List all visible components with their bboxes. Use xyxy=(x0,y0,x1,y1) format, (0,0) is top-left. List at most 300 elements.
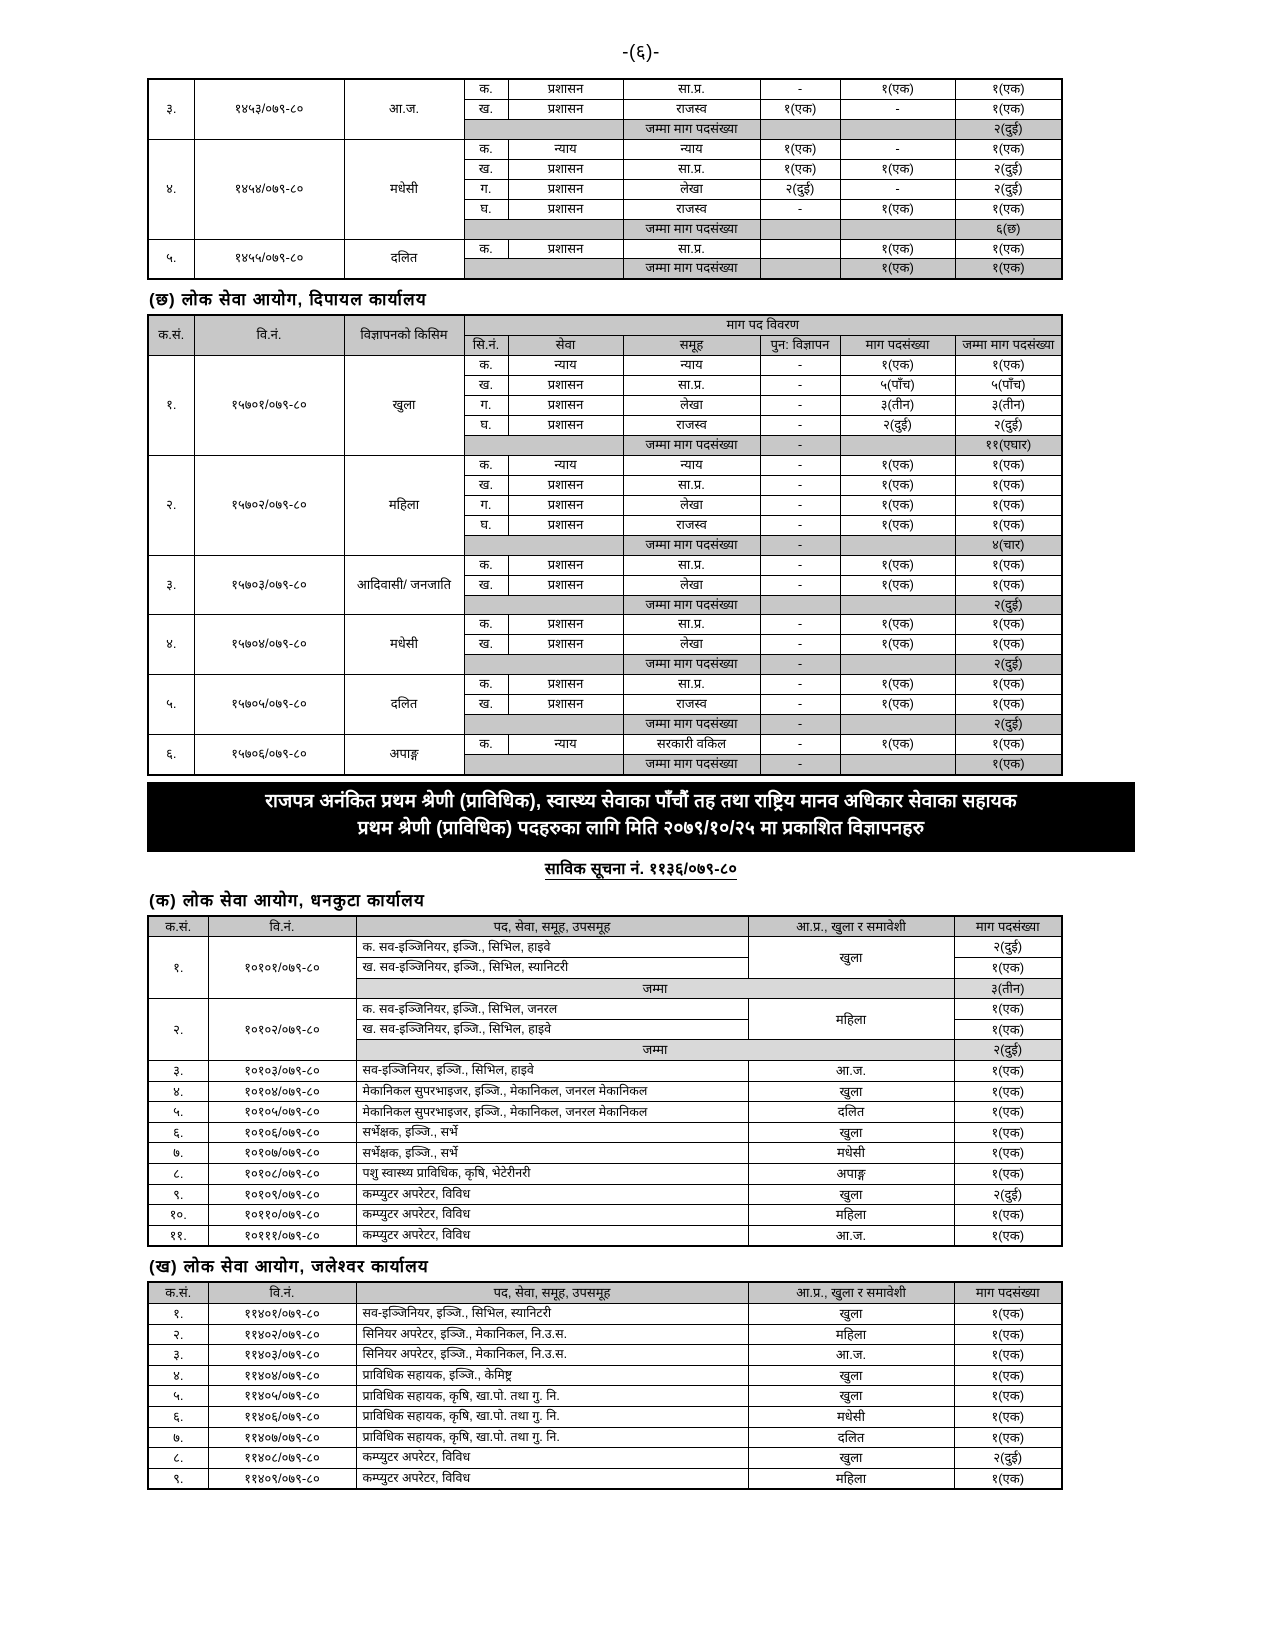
cell-total-label: जम्मा xyxy=(356,1040,954,1061)
cell-maag: १(एक) xyxy=(840,239,955,259)
cell-samuha: न्याय xyxy=(623,356,760,376)
cell-inclusion: खुला xyxy=(748,1081,954,1102)
table-dhankuta xyxy=(147,915,1063,1248)
cell-ad-type: आ.ज. xyxy=(344,79,464,139)
cell-maag: १(एक) xyxy=(954,1468,1062,1489)
cell-total-punah xyxy=(760,259,840,279)
cell-si: ग. xyxy=(464,179,508,199)
cell-post: सव-इञ्जिनियर, इञ्जि., सिभिल, स्यानिटरी xyxy=(356,1303,748,1324)
cell-total-jamma: २(दुई) xyxy=(955,595,1062,615)
cell-si: घ. xyxy=(464,515,508,535)
cell-maag: ३(तीन) xyxy=(840,396,955,416)
cell-seva: प्रशासन xyxy=(508,555,623,575)
cell-jamma: २(दुई) xyxy=(955,416,1062,436)
cell-jamma: १(एक) xyxy=(955,555,1062,575)
table-row xyxy=(148,1122,1062,1143)
cell-total-pad xyxy=(464,219,623,239)
cell-inclusion: खुला xyxy=(748,1365,954,1386)
cell-sn: ९. xyxy=(148,1468,208,1489)
cell-punah: १(एक) xyxy=(760,159,840,179)
cell-samuha: राजस्व xyxy=(623,99,760,119)
cell-ad-no: ११४०५/०७९-८० xyxy=(208,1386,356,1407)
cell-maag: १(एक) xyxy=(954,1061,1062,1082)
cell-si: ख. xyxy=(464,159,508,179)
cell-total-jamma: २(दुई) xyxy=(955,655,1062,675)
cell-maag: १(एक) xyxy=(840,159,955,179)
cell-inclusion: महिला xyxy=(748,1468,954,1489)
cell-jamma: १(एक) xyxy=(955,139,1062,159)
cell-jamma: २(दुई) xyxy=(955,179,1062,199)
cell-total-maag xyxy=(840,755,955,775)
cell-samuha: राजस्व xyxy=(623,199,760,219)
cell-punah: - xyxy=(760,396,840,416)
cell-jamma: ३(तीन) xyxy=(955,396,1062,416)
cell-jamma: १(एक) xyxy=(955,675,1062,695)
cell-maag: २(दुई) xyxy=(954,1184,1062,1205)
cell-total-jamma: १(एक) xyxy=(955,755,1062,775)
cell-maag: १(एक) xyxy=(954,1205,1062,1226)
cell-total-pad xyxy=(464,595,623,615)
table-row xyxy=(148,937,1062,958)
cell-jamma: १(एक) xyxy=(955,199,1062,219)
cell-post: सर्भेक्षक, इञ्जि., सर्भे xyxy=(356,1122,748,1143)
cell-post: प्राविधिक सहायक, कृषि, खा.पो. तथा गु. नि. xyxy=(356,1386,748,1407)
cell-total-jamma: २(दुई) xyxy=(955,119,1062,139)
cell-sn: ९. xyxy=(148,1184,208,1205)
cell-sn: ४. xyxy=(148,615,194,675)
banner-line-1: राजपत्र अनंकित प्रथम श्रेणी (प्राविधिक), स्वास्थ्य सेवाका पाँचौं तह तथा राष्ट्रिय मानव अधिकार सेवाका सहायक xyxy=(265,790,1017,812)
cell-maag: १(एक) xyxy=(954,958,1062,979)
cell-ad-no: ११४०७/०७९-८० xyxy=(208,1427,356,1448)
cell-ad-no: १४५४/०७९-८० xyxy=(194,139,344,239)
notice-number-text: सावि‍क सूचना नं. ११३६/०७९-८० xyxy=(544,860,738,878)
cell-ad-no: ११४०९/०७९-८० xyxy=(208,1468,356,1489)
cell-si: क. xyxy=(464,675,508,695)
cell-maag: १(एक) xyxy=(840,79,955,99)
cell-ad-no: ११४०१/०७९-८० xyxy=(208,1303,356,1324)
cell-seva: न्याय xyxy=(508,735,623,755)
cell-maag: २(दुई) xyxy=(954,937,1062,958)
table-row xyxy=(148,1164,1062,1185)
cell-jamma: १(एक) xyxy=(955,515,1062,535)
cell-total-pad xyxy=(464,755,623,775)
cell-jamma: १(एक) xyxy=(955,635,1062,655)
cell-total-punah: - xyxy=(760,655,840,675)
cell-ad-no: १०१०३/०७९-८० xyxy=(208,1061,356,1082)
cell-si: क. xyxy=(464,139,508,159)
cell-ad-no: १०१११/०७९-८० xyxy=(208,1225,356,1246)
col-ad-no: वि.नं. xyxy=(208,1282,356,1303)
cell-inclusion: खुला xyxy=(748,1122,954,1143)
cell-seva: प्रशासन xyxy=(508,475,623,495)
cell-inclusion: आ.ज. xyxy=(748,1061,954,1082)
cell-inclusion: दलित xyxy=(748,1427,954,1448)
col-ad-no: वि.नं. xyxy=(194,315,344,355)
table-row xyxy=(148,79,1062,99)
cell-si: क. xyxy=(464,356,508,376)
cell-ad-no: १०१०८/०७९-८० xyxy=(208,1164,356,1185)
cell-jamma: २(दुई) xyxy=(955,159,1062,179)
cell-seva: न्याय xyxy=(508,356,623,376)
cell-jamma: १(एक) xyxy=(955,575,1062,595)
cell-seva: प्रशासन xyxy=(508,495,623,515)
cell-total-label: जम्मा माग पदसंख्या xyxy=(623,259,760,279)
cell-total-punah xyxy=(760,119,840,139)
cell-maag: १(एक) xyxy=(840,575,955,595)
cell-total-maag xyxy=(840,655,955,675)
col-sn: क.सं. xyxy=(148,916,208,937)
cell-ad-no: १४५३/०७९-८० xyxy=(194,79,344,139)
table-row xyxy=(148,1184,1062,1205)
cell-ad-no: १०१०४/०७९-८० xyxy=(208,1081,356,1102)
cell-seva: प्रशासन xyxy=(508,99,623,119)
cell-samuha: लेखा xyxy=(623,179,760,199)
cell-si: ख. xyxy=(464,575,508,595)
cell-seva: प्रशासन xyxy=(508,675,623,695)
cell-ad-no: १४५५/०७९-८० xyxy=(194,239,344,279)
cell-maag: १(एक) xyxy=(954,1427,1062,1448)
cell-ad-no: १०१०१/०७९-८० xyxy=(208,937,356,999)
cell-sn: १. xyxy=(148,1303,208,1324)
cell-total-punah xyxy=(760,219,840,239)
cell-total-maag: ३(तीन) xyxy=(954,978,1062,999)
cell-total-label: जम्मा माग पदसंख्या xyxy=(623,436,760,456)
cell-si: ख. xyxy=(464,376,508,396)
cell-total-punah: - xyxy=(760,436,840,456)
table-row xyxy=(148,1386,1062,1407)
cell-seva: प्रशासन xyxy=(508,239,623,259)
section-title-jaleshwar: (ख) लोक सेवा आयोग, जलेश्वर कार्यालय xyxy=(149,1257,429,1277)
cell-total-maag xyxy=(840,436,955,456)
cell-seva: प्रशासन xyxy=(508,159,623,179)
col-si: सि.नं. xyxy=(464,336,508,356)
col-maag-padsankhya: माग पदसंख्या xyxy=(954,1282,1062,1303)
cell-maag: १(एक) xyxy=(840,635,955,655)
cell-samuha: सा.प्र. xyxy=(623,675,760,695)
cell-total-label: जम्मा xyxy=(356,978,954,999)
cell-ad-type: मधेसी xyxy=(344,615,464,675)
cell-ad-type: आदिवासी/ जनजाति xyxy=(344,555,464,615)
col-maag-padsankhya: माग पदसंख्या xyxy=(954,916,1062,937)
cell-jamma: ५(पाँच) xyxy=(955,376,1062,396)
cell-samuha: सा.प्र. xyxy=(623,239,760,259)
cell-total-punah: - xyxy=(760,755,840,775)
cell-total-punah: - xyxy=(760,715,840,735)
table-row xyxy=(148,139,1062,159)
cell-jamma: १(एक) xyxy=(955,695,1062,715)
cell-jamma: १(एक) xyxy=(955,356,1062,376)
table-row xyxy=(148,1324,1062,1345)
cell-punah: - xyxy=(760,79,840,99)
cell-seva: प्रशासन xyxy=(508,635,623,655)
cell-punah: - xyxy=(760,735,840,755)
cell-maag: १(एक) xyxy=(954,1225,1062,1246)
section-banner xyxy=(147,782,1135,852)
cell-inclusion: महिला xyxy=(748,1324,954,1345)
cell-total-pad xyxy=(464,259,623,279)
cell-si: ग. xyxy=(464,396,508,416)
cell-punah: २(दुई) xyxy=(760,179,840,199)
cell-total-label: जम्मा माग पदसंख्या xyxy=(623,119,760,139)
cell-ad-no: १०१०२/०७९-८० xyxy=(208,999,356,1061)
cell-total-label: जम्मा माग पदसंख्या xyxy=(623,755,760,775)
col-post-service: पद, सेवा, समूह, उपसमूह xyxy=(356,916,748,937)
cell-punah: - xyxy=(760,376,840,396)
col-maag-padsankhya: माग पदसंख्या xyxy=(840,336,955,356)
cell-si: क. xyxy=(464,239,508,259)
cell-jamma: १(एक) xyxy=(955,495,1062,515)
table-row xyxy=(148,1448,1062,1469)
cell-post: मेकानिकल सुपरभाइजर, इञ्जि., मेकानिकल, जनरल मेकानिकल xyxy=(356,1081,748,1102)
cell-punah: - xyxy=(760,515,840,535)
cell-ad-no: ११४०४/०७९-८० xyxy=(208,1365,356,1386)
cell-si: ख. xyxy=(464,695,508,715)
cell-inclusion: दलित xyxy=(748,1102,954,1123)
table-row xyxy=(148,735,1062,755)
cell-maag: १(एक) xyxy=(954,999,1062,1020)
cell-seva: न्याय xyxy=(508,139,623,159)
cell-total-punah xyxy=(760,595,840,615)
cell-post: कम्प्युटर अपरेटर, विविध xyxy=(356,1184,748,1205)
cell-maag: १(एक) xyxy=(840,356,955,376)
cell-maag: १(एक) xyxy=(840,555,955,575)
cell-sn: ३. xyxy=(148,1061,208,1082)
cell-samuha: सा.प्र. xyxy=(623,159,760,179)
cell-total-jamma: ४(चार) xyxy=(955,535,1062,555)
table-header-row xyxy=(148,315,1062,335)
cell-sn: ४. xyxy=(148,1081,208,1102)
cell-post: सर्भेक्षक, इञ्जि., सर्भे xyxy=(356,1143,748,1164)
cell-punah: - xyxy=(760,475,840,495)
cell-post: प्राविधिक सहायक, कृषि, खा.पो. तथा गु. नि. xyxy=(356,1427,748,1448)
cell-sn: ४. xyxy=(148,1365,208,1386)
cell-seva: प्रशासन xyxy=(508,515,623,535)
cell-total-punah: - xyxy=(760,535,840,555)
cell-jamma: १(एक) xyxy=(955,79,1062,99)
cell-maag: १(एक) xyxy=(840,495,955,515)
cell-punah: - xyxy=(760,695,840,715)
cell-jamma: १(एक) xyxy=(955,239,1062,259)
table-row xyxy=(148,1303,1062,1324)
cell-total-maag xyxy=(840,595,955,615)
cell-si: घ. xyxy=(464,416,508,436)
cell-sn: ७. xyxy=(148,1143,208,1164)
cell-maag: १(एक) xyxy=(954,1303,1062,1324)
cell-maag: १(एक) xyxy=(840,695,955,715)
cell-ad-type: दलित xyxy=(344,675,464,735)
cell-inclusion: मधेसी xyxy=(748,1406,954,1427)
cell-sn: ५. xyxy=(148,1386,208,1407)
cell-sn: ३. xyxy=(148,555,194,615)
cell-maag: १(एक) xyxy=(954,1164,1062,1185)
cell-maag: १(एक) xyxy=(954,1102,1062,1123)
cell-jamma: १(एक) xyxy=(955,99,1062,119)
cell-ad-type: दलित xyxy=(344,239,464,279)
cell-seva: न्याय xyxy=(508,455,623,475)
cell-maag: १(एक) xyxy=(840,515,955,535)
cell-maag: १(एक) xyxy=(954,1019,1062,1040)
table-row xyxy=(148,455,1062,475)
cell-seva: प्रशासन xyxy=(508,416,623,436)
cell-samuha: लेखा xyxy=(623,396,760,416)
cell-post: ख. सव-इञ्जिनियर, इञ्जि., सिभिल, हाइवे xyxy=(356,1019,748,1040)
cell-samuha: न्याय xyxy=(623,139,760,159)
cell-maag: २(दुई) xyxy=(840,416,955,436)
cell-jamma: १(एक) xyxy=(955,475,1062,495)
table-jaleshwar xyxy=(147,1281,1063,1490)
cell-maag: १(एक) xyxy=(840,199,955,219)
cell-sn: ५. xyxy=(148,675,194,735)
cell-inclusion: आ.ज. xyxy=(748,1345,954,1366)
cell-ad-no: १५७०६/०७९-८० xyxy=(194,735,344,775)
cell-ad-no: १५७०२/०७९-८० xyxy=(194,455,344,555)
page-number: -(६)- xyxy=(622,42,660,63)
cell-ad-no: ११४०६/०७९-८० xyxy=(208,1406,356,1427)
cell-maag: १(एक) xyxy=(954,1365,1062,1386)
cell-inclusion: खुला xyxy=(748,1303,954,1324)
col-sn: क.सं. xyxy=(148,1282,208,1303)
col-ad-no: वि.नं. xyxy=(208,916,356,937)
cell-total-jamma: २(दुई) xyxy=(955,715,1062,735)
cell-maag: १(एक) xyxy=(840,475,955,495)
table-header-row xyxy=(148,916,1062,937)
cell-post: क. सव-इञ्जिनियर, इञ्जि., सिभिल, हाइवे xyxy=(356,937,748,958)
cell-samuha: सा.प्र. xyxy=(623,555,760,575)
table-row xyxy=(148,1143,1062,1164)
cell-seva: प्रशासन xyxy=(508,79,623,99)
cell-seva: प्रशासन xyxy=(508,376,623,396)
cell-post: मेकानिकल सुपरभाइजर, इञ्जि., मेकानिकल, जनरल मेकानिकल xyxy=(356,1102,748,1123)
cell-post: सिनियर अपरेटर, इञ्जि., मेकानिकल, नि.उ.स. xyxy=(356,1324,748,1345)
cell-post: प्राविधिक सहायक, कृषि, खा.पो. तथा गु. नि. xyxy=(356,1406,748,1427)
cell-total-maag: १(एक) xyxy=(840,259,955,279)
cell-total-jamma: १(एक) xyxy=(955,259,1062,279)
cell-si: ख. xyxy=(464,475,508,495)
cell-seva: प्रशासन xyxy=(508,575,623,595)
cell-ad-no: १५७०४/०७९-८० xyxy=(194,615,344,675)
cell-samuha: सा.प्र. xyxy=(623,475,760,495)
table-row xyxy=(148,1061,1062,1082)
cell-si: ग. xyxy=(464,495,508,515)
cell-inclusion: मधेसी xyxy=(748,1143,954,1164)
cell-total-label: जम्मा माग पदसंख्या xyxy=(623,655,760,675)
cell-total-maag xyxy=(840,715,955,735)
table-header-row xyxy=(148,1282,1062,1303)
table-row xyxy=(148,356,1062,376)
col-ad-type: विज्ञापनको किसिम xyxy=(344,315,464,355)
cell-maag: १(एक) xyxy=(840,615,955,635)
cell-sn: ६. xyxy=(148,735,194,775)
cell-total-pad xyxy=(464,655,623,675)
cell-sn: २. xyxy=(148,999,208,1061)
cell-maag: १(एक) xyxy=(954,1386,1062,1407)
cell-ad-type: खुला xyxy=(344,356,464,456)
cell-punah: - xyxy=(760,356,840,376)
cell-post: सिनियर अपरेटर, इञ्जि., मेकानिकल, नि.उ.स. xyxy=(356,1345,748,1366)
cell-post: प्राविधिक सहायक, इञ्जि., केमिष्ट्र xyxy=(356,1365,748,1386)
cell-samuha: राजस्व xyxy=(623,515,760,535)
cell-ad-no: ११४०३/०७९-८० xyxy=(208,1345,356,1366)
cell-ad-no: १०११०/०७९-८० xyxy=(208,1205,356,1226)
cell-jamma: १(एक) xyxy=(955,735,1062,755)
table-dipayal xyxy=(147,314,1063,776)
cell-ad-type: अपाङ्ग xyxy=(344,735,464,775)
cell-total-label: जम्मा माग पदसंख्या xyxy=(623,715,760,735)
cell-maag: १(एक) xyxy=(954,1122,1062,1143)
cell-ad-no: १०१०९/०७९-८० xyxy=(208,1184,356,1205)
cell-post: पशु स्वास्थ्य प्राविधिक, कृषि, भेटेरीनरी xyxy=(356,1164,748,1185)
cell-seva: प्रशासन xyxy=(508,179,623,199)
cell-sn: ३. xyxy=(148,1345,208,1366)
table-row xyxy=(148,1081,1062,1102)
cell-ad-no: १०१०५/०७९-८० xyxy=(208,1102,356,1123)
banner-line-2: प्रथम श्रेणी (प्राविधिक) पदहरुका लागि मिति २०७९/१०/२५ मा प्रकाशित विज्ञापनहरु xyxy=(357,817,925,839)
col-inclusion: आ.प्र., खुला र समावेशी xyxy=(748,1282,954,1303)
cell-sn: ४. xyxy=(148,139,194,239)
cell-maag: १(एक) xyxy=(840,455,955,475)
cell-total-maag: २(दुई) xyxy=(954,1040,1062,1061)
col-post-service: पद, सेवा, समूह, उपसमूह xyxy=(356,1282,748,1303)
cell-punah: - xyxy=(760,575,840,595)
cell-inclusion: महिला xyxy=(748,1205,954,1226)
cell-total-pad xyxy=(464,436,623,456)
cell-total-maag xyxy=(840,535,955,555)
cell-maag: १(एक) xyxy=(954,1345,1062,1366)
section-title-dhankuta: (क) लोक सेवा आयोग, धनकुटा कार्यालय xyxy=(149,890,426,910)
table-row xyxy=(148,675,1062,695)
col-sn: क.सं. xyxy=(148,315,194,355)
cell-si: क. xyxy=(464,615,508,635)
cell-punah: - xyxy=(760,555,840,575)
cell-sn: १. xyxy=(148,356,194,456)
table-row xyxy=(148,1225,1062,1246)
cell-si: क. xyxy=(464,79,508,99)
table-row xyxy=(148,1427,1062,1448)
cell-punah: - xyxy=(760,635,840,655)
cell-maag: १(एक) xyxy=(954,1143,1062,1164)
cell-ad-no: १५७०३/०७९-८० xyxy=(194,555,344,615)
cell-si: ख. xyxy=(464,635,508,655)
cell-samuha: सा.प्र. xyxy=(623,376,760,396)
cell-sn: ७. xyxy=(148,1427,208,1448)
cell-total-jamma: ११(एघार) xyxy=(955,436,1062,456)
col-punah-vigyapan: पुन: विज्ञापन xyxy=(760,336,840,356)
cell-post: ख. सव-इञ्जिनियर, इञ्जि., सिभिल, स्यानिटरी xyxy=(356,958,748,979)
cell-punah: - xyxy=(760,199,840,219)
cell-inclusion: खुला xyxy=(748,937,954,978)
col-jamma-maag-padsankhya: जम्मा माग पदसंख्या xyxy=(955,336,1062,356)
cell-maag: - xyxy=(840,139,955,159)
col-inclusion: आ.प्र., खुला र समावेशी xyxy=(748,916,954,937)
table-row xyxy=(148,1468,1062,1489)
cell-total-jamma: ६(छ) xyxy=(955,219,1062,239)
cell-total-pad xyxy=(464,715,623,735)
cell-total-label: जम्मा माग पदसंख्या xyxy=(623,219,760,239)
cell-seva: प्रशासन xyxy=(508,695,623,715)
cell-si: ख. xyxy=(464,99,508,119)
cell-samuha: लेखा xyxy=(623,635,760,655)
cell-maag: १(एक) xyxy=(954,1081,1062,1102)
cell-total-label: जम्मा माग पदसंख्या xyxy=(623,535,760,555)
cell-seva: प्रशासन xyxy=(508,615,623,635)
cell-post: कम्प्युटर अपरेटर, विविध xyxy=(356,1225,748,1246)
cell-total-label: जम्मा माग पदसंख्या xyxy=(623,595,760,615)
cell-sn: ११. xyxy=(148,1225,208,1246)
table-row xyxy=(148,555,1062,575)
cell-si: क. xyxy=(464,735,508,755)
cell-seva: प्रशासन xyxy=(508,396,623,416)
cell-total-maag xyxy=(840,119,955,139)
